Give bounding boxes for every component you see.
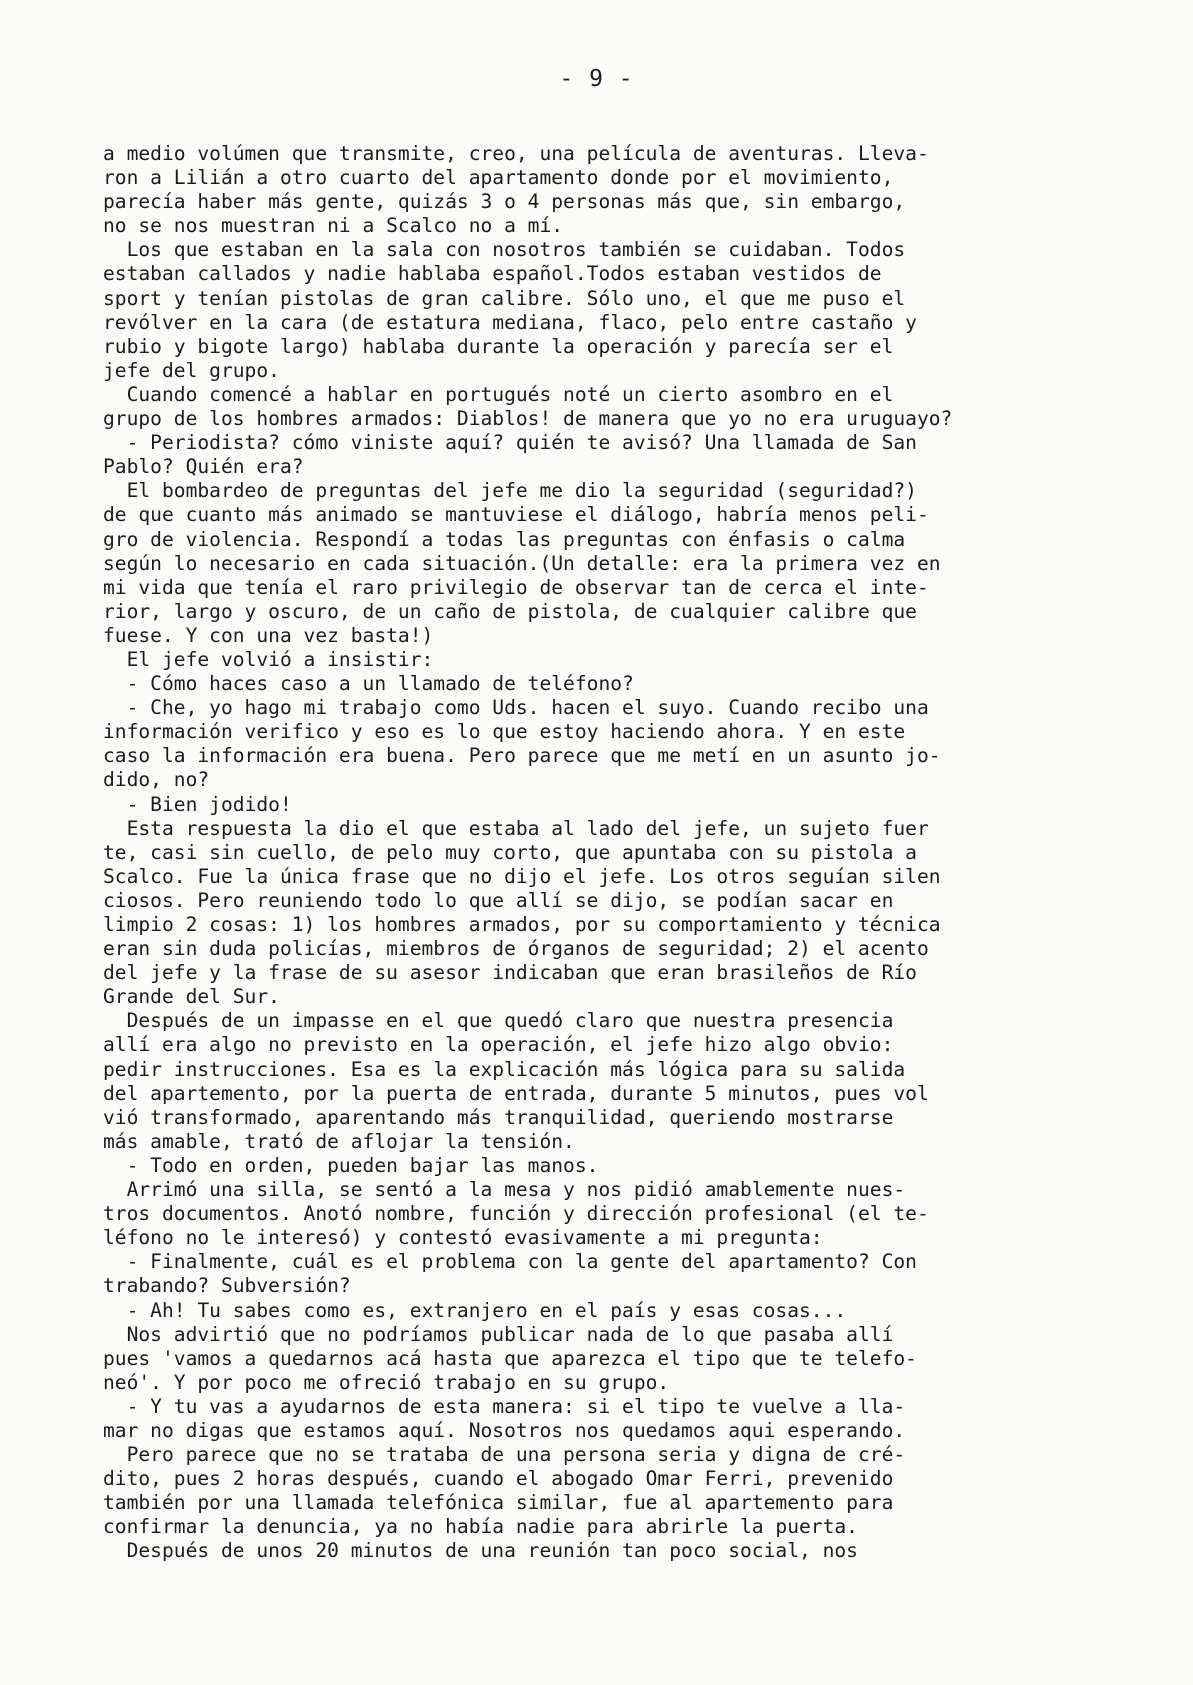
text-line: Grande del Sur. bbox=[103, 985, 280, 1009]
text-line: de que cuanto más animado se mantuviese el diálogo, habría menos peli- bbox=[103, 503, 929, 527]
text-line: neó'. Y por poco me ofreció trabajo en su grupo. bbox=[103, 1370, 670, 1394]
text-line: - Finalmente, cuál es el problema con la gente del apartamento? Con bbox=[103, 1250, 917, 1274]
text-line: ron a Lilián a otro cuarto del apartamento donde por el movimiento, bbox=[103, 166, 894, 190]
text-line: Arrimó una silla, se sentó a la mesa y nos pidió amablemente nues- bbox=[103, 1178, 906, 1202]
text-line: confirmar la denuncia, ya no había nadie para abrirle la puerta. bbox=[103, 1515, 858, 1539]
text-line: - Y tu vas a ayudarnos de esta manera: si el tipo te vuelve a lla- bbox=[103, 1394, 906, 1418]
text-line: también por una llamada telefónica similar, fue al apartemento para bbox=[103, 1491, 894, 1515]
text-line: fuese. Y con una vez basta!) bbox=[103, 623, 434, 647]
text-line: Pero parece que no se trataba de una persona seria y digna de cré- bbox=[103, 1443, 906, 1467]
text-line: dito, pues 2 horas después, cuando el abogado Omar Ferri, prevenido bbox=[103, 1467, 894, 1491]
text-line: mar no digas que estamos aquí. Nosotros nos quedamos aqui esperando. bbox=[103, 1418, 906, 1442]
text-line: Cuando comencé a hablar en portugués noté un cierto asombro en el bbox=[103, 382, 894, 406]
text-line: tros documentos. Anotó nombre, función y dirección profesional (el te- bbox=[103, 1202, 929, 1226]
text-line: Los que estaban en la sala con nosotros también se cuidaban. Todos bbox=[103, 238, 906, 262]
text-line: parecía haber más gente, quizás 3 o 4 personas más que, sin embargo, bbox=[103, 190, 906, 214]
text-line: eran sin duda policías, miembros de órganos de seguridad; 2) el acento bbox=[103, 937, 929, 961]
text-line: - Che, yo hago mi trabajo como Uds. hacen el suyo. Cuando recibo una bbox=[103, 696, 929, 720]
text-line: - Todo en orden, pueden bajar las manos. bbox=[103, 1153, 599, 1177]
text-line: trabando? Subversión? bbox=[103, 1274, 351, 1298]
text-line: rior, largo y oscuro, de un caño de pistola, de cualquier calibre que bbox=[103, 599, 917, 623]
text-line: vió transformado, aparentando más tranquilidad, queriendo mostrarse bbox=[103, 1105, 894, 1129]
text-line: grupo de los hombres armados: Diablos! de manera que yo no era uruguayo? bbox=[103, 407, 953, 431]
page-number: - 9 - bbox=[559, 66, 634, 92]
text-line: - Periodista? cómo viniste aquí? quién te avisó? Una llamada de San bbox=[103, 431, 917, 455]
text-line: gro de violencia. Respondí a todas las preguntas con énfasis o calma bbox=[103, 527, 906, 551]
text-line: mi vida que tenía el raro privilegio de observar tan de cerca el inte- bbox=[103, 575, 929, 599]
text-line: Nos advirtió que no podríamos publicar nada de lo que pasaba allí bbox=[103, 1322, 894, 1346]
text-line: revólver en la cara (de estatura mediana, flaco, pelo entre castaño y bbox=[103, 310, 917, 334]
text-line: pedir instrucciones. Esa es la explicación más lógica para su salida bbox=[103, 1057, 906, 1081]
text-line: - Ah! Tu sabes como es, extranjero en el país y esas cosas... bbox=[103, 1298, 847, 1322]
text-line: léfono no le interesó) y contestó evasivamente a mi pregunta: bbox=[103, 1226, 823, 1250]
text-line: Scalco. Fue la única frase que no dijo el jefe. Los otros seguían silen bbox=[103, 864, 941, 888]
text-line: según lo necesario en cada situación.(Un detalle: era la primera vez en bbox=[103, 551, 941, 575]
text-line: ciosos. Pero reuniendo todo lo que allí se dijo, se podían sacar en bbox=[103, 888, 894, 912]
text-line: te, casi sin cuello, de pelo muy corto, que apuntaba con su pistola a bbox=[103, 840, 917, 864]
body-text bbox=[103, 142, 1163, 1564]
text-line: limpio 2 cosas: 1) los hombres armados, por su comportamiento y técnica bbox=[103, 913, 941, 936]
text-line: más amable, trató de aflojar la tensión. bbox=[103, 1129, 575, 1153]
text-line: Después de unos 20 minutos de una reunión tan poco social, nos bbox=[103, 1539, 858, 1563]
text-line: El jefe volvió a insistir: bbox=[103, 647, 434, 671]
text-line: pues 'vamos a quedarnos acá hasta que aparezca el tipo que te telefo- bbox=[103, 1346, 917, 1370]
text-line: del jefe y la frase de su asesor indicaban que eran brasileños de Río bbox=[103, 961, 917, 985]
text-line: a medio volúmen que transmite, creo, una película de aventuras. Lleva- bbox=[103, 142, 929, 165]
text-line: rubio y bigote largo) hablaba durante la operación y parecía ser el bbox=[103, 334, 894, 358]
text-line: no se nos muestran ni a Scalco no a mí. bbox=[103, 214, 564, 238]
text-line: - Bien jodido! bbox=[103, 792, 292, 816]
text-line: Esta respuesta la dio el que estaba al lado del jefe, un sujeto fuer bbox=[103, 816, 929, 840]
text-line: Después de un impasse en el que quedó claro que nuestra presencia bbox=[103, 1009, 894, 1033]
text-line: Pablo? Quién era? bbox=[103, 455, 304, 479]
text-line: El bombardeo de preguntas del jefe me dio la seguridad (seguridad?) bbox=[103, 479, 917, 503]
text-line: allí era algo no previsto en la operación, el jefe hizo algo obvio: bbox=[103, 1033, 894, 1057]
text-line: información verifico y eso es lo que estoy haciendo ahora. Y en este bbox=[103, 720, 906, 744]
text-line: estaban callados y nadie hablaba español.Todos estaban vestidos de bbox=[103, 262, 882, 286]
text-line: dido, no? bbox=[103, 768, 210, 792]
text-line: del apartemento, por la puerta de entrada, durante 5 minutos, pues vol bbox=[103, 1081, 929, 1105]
text-line: - Cómo haces caso a un llamado de teléfono? bbox=[103, 672, 634, 696]
text-line: jefe del grupo. bbox=[103, 358, 280, 382]
text-line: caso la información era buena. Pero parece que me metí en un asunto jo- bbox=[103, 744, 941, 768]
text-line: sport y tenían pistolas de gran calibre. Sólo uno, el que me puso el bbox=[103, 286, 906, 310]
